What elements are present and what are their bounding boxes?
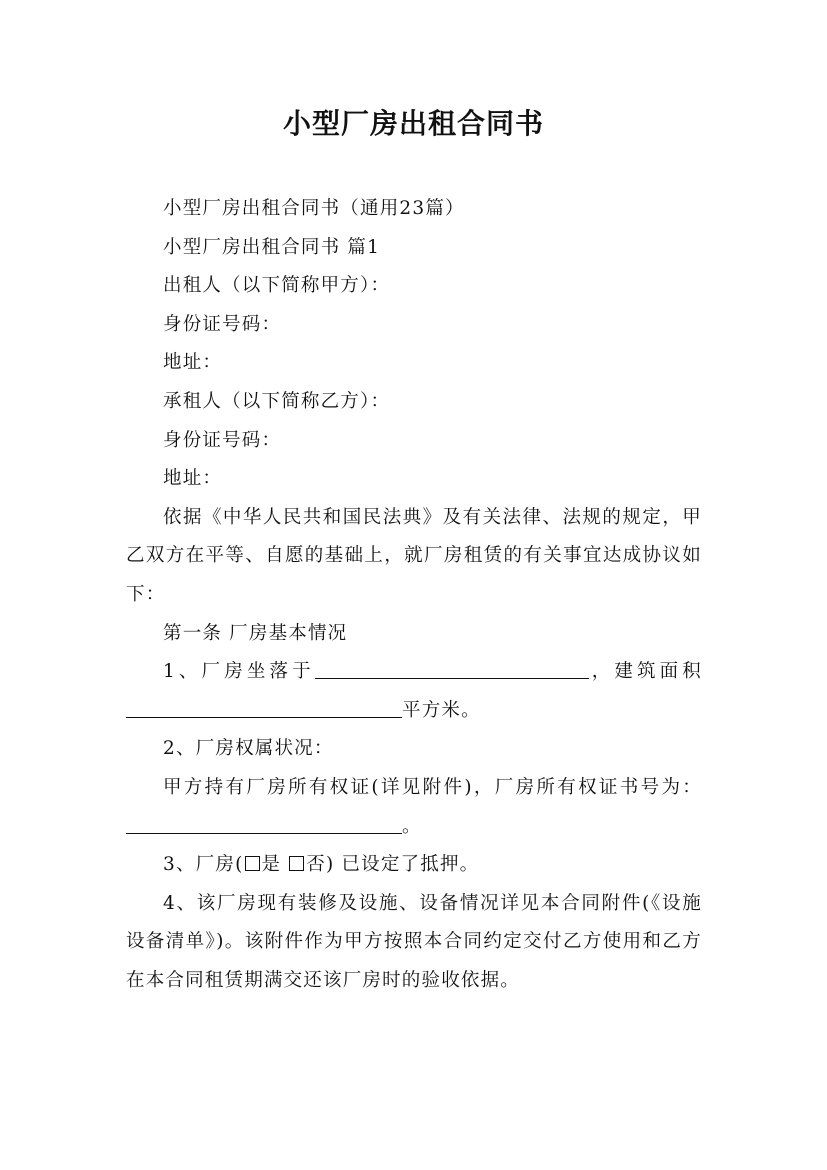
mortgage-no: 否) 已设定了抵押。 [306, 854, 480, 876]
paragraph-facilities: 4、该厂房现有装修及设施、设备情况详见本合同附件(《设施设备清单》)。该附件作为甲方按照本合同约定交付乙方使用和乙方在本合同租赁期满交还该厂房时的验收依据。 [126, 892, 702, 991]
area-blank [126, 696, 402, 717]
mortgage-label: 3、厂房( [163, 854, 244, 876]
document-title: 小型厂房出租合同书 [282, 107, 544, 140]
certificate-blank [126, 812, 402, 833]
paragraph-ownership-status: 2、厂房权属状况： [163, 738, 334, 760]
paragraph-lessee-address: 地址： [163, 468, 223, 490]
paragraph-certificate [126, 769, 702, 846]
paragraph-section-heading: 小型厂房出租合同书 篇1 [163, 236, 381, 258]
paragraph-lessor: 出租人（以下简称甲方）： [163, 275, 391, 297]
certificate-end: 。 [402, 815, 422, 837]
paragraph-preamble: 依据《中华人民共和国民法典》及有关法律、法规的规定，甲乙双方在平等、自愿的基础上，就厂房租赁的有关事宜达成协议如下： [126, 506, 702, 605]
area-unit: 平方米。 [402, 699, 481, 721]
paragraph-lessee: 承租人（以下简称乙方）： [163, 390, 391, 412]
paragraph-lessor-address: 地址： [163, 352, 223, 374]
paragraph-lessee-id: 身份证号码： [163, 429, 282, 451]
paragraph-mortgage [126, 846, 702, 885]
location-blank [315, 658, 589, 679]
paragraph-location-area [126, 653, 702, 730]
certificate-label: 甲方持有厂房所有权证(详见附件)，厂房所有权证书号为： [163, 776, 702, 798]
checkbox-yes-icon [245, 856, 260, 871]
location-label: 1、厂房坐落于 [163, 661, 315, 683]
checkbox-no-icon [289, 856, 304, 871]
paragraph-article-1: 第一条 厂房基本情况 [163, 622, 348, 644]
document-body [126, 190, 702, 1000]
paragraph-lessor-id: 身份证号码： [163, 313, 282, 335]
paragraph-subtitle: 小型厂房出租合同书（通用23篇） [163, 198, 465, 219]
mortgage-yes: 是 [261, 854, 289, 876]
area-label: ，建筑面积 [588, 661, 702, 683]
